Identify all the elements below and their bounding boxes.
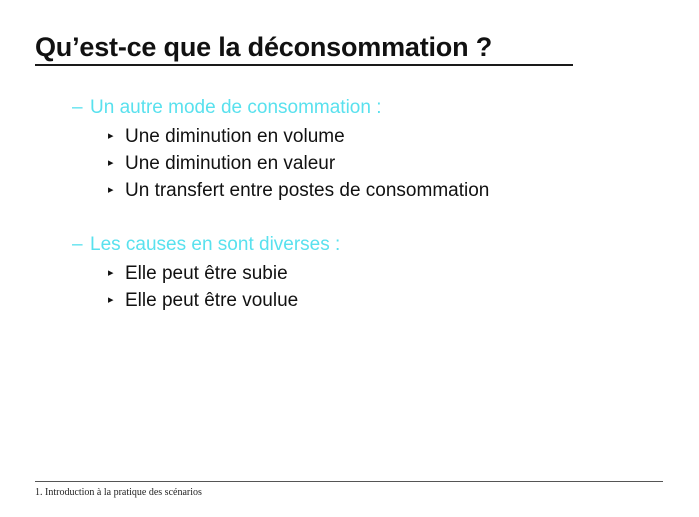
footer-text: 1. Introduction à la pratique des scénarios	[35, 487, 202, 498]
dash-marker: –	[72, 234, 83, 255]
section-causes	[72, 233, 340, 314]
section-heading	[72, 233, 340, 257]
list-item	[72, 260, 340, 287]
bullet-list	[72, 260, 340, 314]
list-item-text: Une diminution en volume	[125, 126, 345, 147]
triangle-bullet-icon: ▸	[108, 294, 114, 306]
list-item	[72, 123, 489, 150]
list-item-text: Un transfert entre postes de consommation	[125, 180, 490, 201]
triangle-bullet-icon: ▸	[108, 267, 114, 279]
dash-marker: –	[72, 97, 83, 118]
bullet-list	[72, 123, 489, 204]
triangle-bullet-icon: ▸	[108, 157, 114, 169]
footer-divider	[35, 481, 663, 482]
triangle-bullet-icon: ▸	[108, 130, 114, 142]
triangle-bullet-icon: ▸	[108, 184, 114, 196]
section-heading-text: Les causes en sont diverses :	[90, 234, 341, 255]
section-heading-text: Un autre mode de consommation :	[90, 97, 382, 118]
list-item-text: Elle peut être voulue	[125, 290, 299, 311]
list-item-text: Elle peut être subie	[125, 263, 288, 284]
slide-title: Qu’est-ce que la déconsommation ?	[35, 32, 492, 62]
section-consumption-mode	[72, 96, 489, 204]
section-heading	[72, 96, 489, 120]
list-item	[72, 150, 489, 177]
list-item-text: Une diminution en valeur	[125, 153, 336, 174]
list-item	[72, 287, 340, 314]
list-item	[72, 177, 489, 204]
title-underline	[35, 64, 573, 66]
